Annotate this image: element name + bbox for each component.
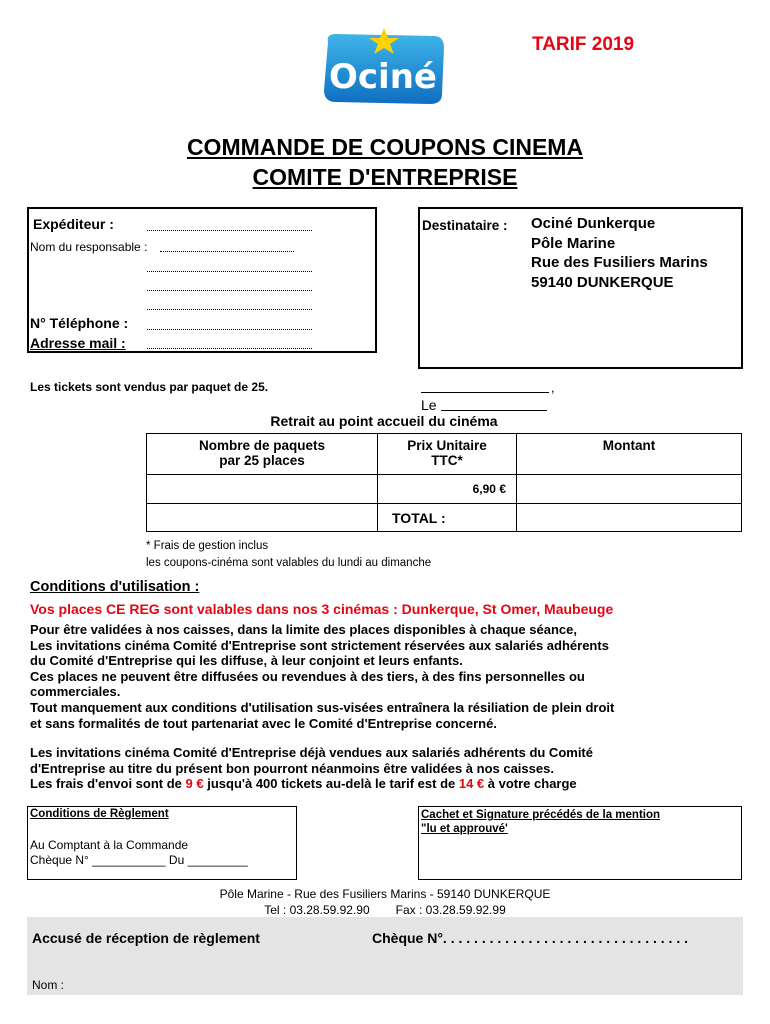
header-prix-line2: TTC* [431,453,463,468]
frais-envoi-text: à votre charge [484,776,577,792]
address-fax: Fax : 03.28.59.92.99 [395,903,506,917]
header-prix [378,434,517,475]
conditions-line: commerciales. [30,684,121,700]
tickets-note: Les tickets sont vendus par paquet de 25. [30,380,269,394]
header-prix-line1: Prix Unitaire [407,438,487,453]
unit-price: 6,90 € [378,475,517,504]
accuse-cheque-field[interactable]: Chèque N°. . . . . . . . . . . . . . . . . . . . . . . . . . . . . . . . [372,930,688,946]
order-table [146,433,742,532]
retrait-heading [0,413,770,429]
frais-envoi-text: jusqu'à 400 tickets au-delà le tarif est de [203,776,459,792]
responsable-field[interactable] [160,251,294,252]
ocine-logo [318,28,450,108]
address-line1: Pôle Marine - Rue des Fusiliers Marins - 59140 DUNKERQUE [219,887,551,901]
conditions-line: Tout manquement aux conditions d'utilisation sus-visées entraînera la résiliation de plein droit [30,699,615,715]
tarif-label: TARIF 2019 [532,34,635,55]
conditions-paragraph-1 [30,622,614,731]
cachet-line2: "lu et approuvé' [421,823,508,835]
conditions-line: Les invitations cinéma Comité d'Entreprise déjà vendues aux salariés adhérents du Comité [30,745,593,760]
conditions-line: Pour être validées à nos caisses, dans la limite des places disponibles à chaque séance, [30,622,577,637]
conditions-heading: Conditions d'utilisation : [30,579,200,595]
date-le-label: Le [421,397,437,413]
expediteur-label: Expéditeur : [33,216,114,232]
telephone-label: N° Téléphone : [30,315,129,331]
conditions-line: et sans formalités de tout partenariat avec le Comité d'Entreprise concerné. [30,715,497,731]
address-contact [0,903,770,917]
conditions-line: Les invitations cinéma Comité d'Entreprise sont strictement réservées aux salariés adhérents [30,637,609,653]
responsable-label: Nom du responsable : [30,240,148,254]
frais-envoi-text: Les frais d'envoi sont de [30,776,186,792]
address-field-1[interactable] [147,271,312,272]
destinataire-label: Destinataire : [422,218,508,233]
total-input[interactable] [517,504,742,532]
address-field-3[interactable] [147,309,312,310]
logo-text: Ociné [329,57,437,97]
accuse-nom-field[interactable]: Nom : [32,978,65,992]
date-comma: , [551,380,555,395]
paquets-input[interactable] [147,475,378,504]
frais-envoi-price-2: 14 € [458,776,485,792]
frais-envoi-price-1: 9 € [185,776,204,792]
email-label: Adresse mail : [30,335,126,351]
reglement-line1: Au Comptant à la Commande [30,838,189,852]
validite-note: les coupons-cinéma sont valables du lundi au dimanche [146,557,432,569]
date-place-field[interactable] [421,392,549,393]
destinataire-line: Rue des Fusiliers Marins [531,254,708,271]
email-field[interactable] [147,348,312,349]
header-paquets-line1: Nombre de paquets [198,438,326,453]
accuse-label: Accusé de réception de règlement [32,930,260,946]
destinataire-line: Ociné Dunkerque [531,215,656,232]
montant-input[interactable] [517,475,742,504]
frais-note: * Frais de gestion inclus [146,540,269,552]
conditions-red-line: Vos places CE REG sont valables dans nos 3 cinémas : Dunkerque, St Omer, Maubeuge [30,601,614,617]
conditions-line: d'Entreprise au titre du présent bon pourront néanmoins être validées à nos caisses. [30,760,554,776]
frais-envoi-line [30,776,593,792]
retrait-text: Retrait au point accueil du cinéma [270,413,498,429]
telephone-field[interactable] [147,329,312,330]
header-paquets-line2: par 25 places [219,453,305,468]
conditions-line: Ces places ne peuvent être diffusées ou revendues à des tiers, à des fins personnelles ou [30,668,585,684]
title-line2: COMITE D'ENTREPRISE [252,164,518,190]
conditions-line: du Comité d'Entreprise qui les diffuse, à leur conjoint et leurs enfants. [30,653,463,669]
address-tel: Tel : 03.28.59.92.90 [264,903,370,917]
conditions-paragraph-2 [30,745,593,792]
header-montant: Montant [517,434,742,475]
destinataire-address [531,214,708,292]
destinataire-line: Pôle Marine [531,234,616,252]
address-field-2[interactable] [147,290,312,291]
reglement-heading: Conditions de Règlement [30,808,169,820]
header-paquets [147,434,378,475]
cachet-line1: Cachet et Signature précédés de la mention [421,809,661,821]
total-label: TOTAL : [378,504,517,532]
accuse-box [27,917,743,995]
cachet-text [421,808,660,836]
date-field[interactable] [441,410,547,411]
expediteur-field[interactable] [147,230,312,231]
destinataire-line: 59140 DUNKERQUE [531,273,674,291]
reglement-cheque-field[interactable]: Chèque N° ___________ Du _________ [30,853,248,867]
total-empty-cell [147,504,378,532]
title-line1: COMMANDE DE COUPONS CINEMA [186,134,584,160]
